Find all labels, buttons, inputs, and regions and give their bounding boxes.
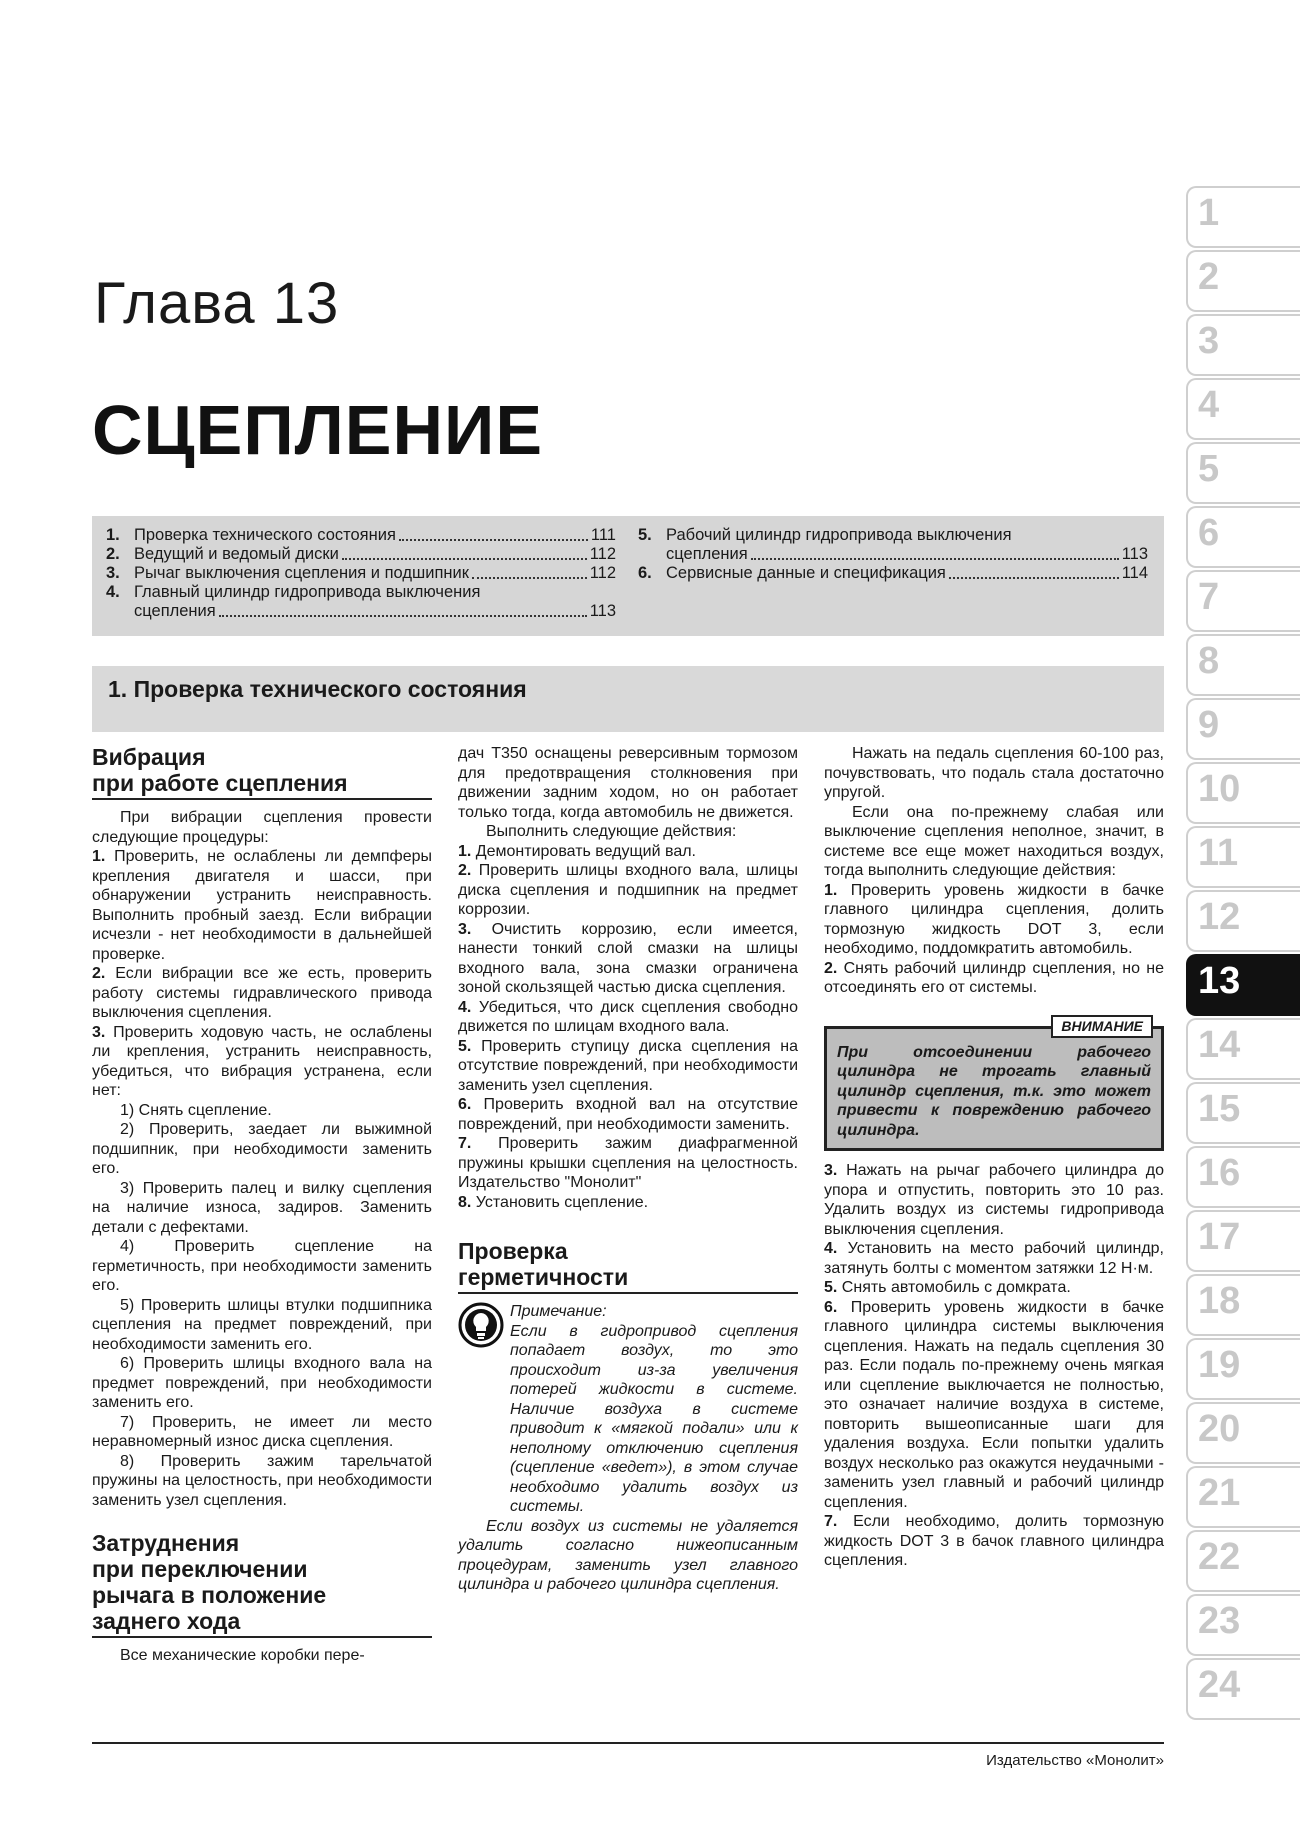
chapter-tab-20[interactable]	[1186, 1402, 1300, 1464]
section-title: 1. Проверка технического состояния	[108, 676, 527, 702]
toc-item	[106, 583, 616, 621]
toc-left-column	[106, 526, 616, 621]
table-of-contents	[92, 516, 1164, 636]
paragraph: Нажать на педаль сцепления 60-100 раз, почувствовать, что подаль стала достаточно упругой.	[824, 745, 1164, 801]
sub-list-item: 4) Проверить сцепление на герметичность, при необходимости заменить его.	[92, 1238, 432, 1294]
sub-list-item: 5) Проверить шлицы втулки подшипника сцепления на предмет повреждений, при необходимости заменить его.	[92, 1296, 432, 1353]
publisher-footer: Издательство «Монолит»	[986, 1752, 1164, 1769]
paragraph: Если она по-прежнему слабая или выключение сцепления неполное, значит, в системе все еще может находиться воздух, тогда выполнить следующие действия:	[824, 803, 1164, 879]
toc-leader-dots	[949, 577, 1119, 579]
chapter-tab-label: 2	[1198, 256, 1220, 298]
chapter-title: СЦЕПЛЕНИЕ	[92, 391, 544, 469]
list-item: Проверить, не ослаблены ли демпферы крепления двигателя и шасси, при обнаружении устранить неисправность. Выполнить пробный заезд. Если вибрации исчезли - нет необходимости в дальнейшей проверке.	[92, 848, 432, 963]
list-item: Проверить входной вал на отсутствие повреждений, при необходимости заменить.	[458, 1096, 799, 1133]
list-number: 8.	[458, 1193, 472, 1211]
list-number: 1.	[458, 842, 472, 860]
list-item: Проверить уровень жидкости в бачке главного цилиндра сцепления, долить тормозную жидкость DOT 3, если необходимо, поддомкратить автомобиль.	[824, 881, 1164, 957]
toc-page-number: 114	[1121, 564, 1148, 582]
toc-right-column	[638, 526, 1148, 583]
chapter-tab-label: 21	[1198, 1472, 1241, 1514]
list-number: 2.	[824, 959, 838, 977]
list-number: 4.	[824, 1240, 838, 1257]
chapter-tab-label: 20	[1198, 1408, 1241, 1450]
subheading-leak-check: Проверка герметичности	[458, 1238, 798, 1294]
chapter-tab-9[interactable]	[1186, 698, 1300, 760]
chapter-tab-19[interactable]	[1186, 1338, 1300, 1400]
note-text	[510, 1302, 798, 1517]
list-number: 6.	[458, 1096, 472, 1113]
chapter-tab-3[interactable]	[1186, 314, 1300, 376]
chapter-tab-label: 4	[1198, 384, 1220, 426]
chapter-tab-label: 5	[1198, 448, 1220, 490]
chapter-tab-12[interactable]	[1186, 890, 1300, 952]
list-item: Если необходимо, долить тормозную жидкость DOT 3 в бачок главного цилиндра сцепления.	[824, 1513, 1164, 1569]
list-number: 1.	[92, 848, 106, 865]
sub-list-item: 6) Проверить шлицы входного вала на предмет повреждений, при необходимости заменить его.	[92, 1355, 432, 1411]
list-item: Проверить зажим диафрагменной пружины крышки сцепления на целостность. Издательство "Монолит"	[458, 1135, 798, 1191]
subheading-vibration: Вибрация при работе сцепления	[92, 744, 432, 800]
toc-item-label: сцепления	[134, 602, 216, 620]
chapter-tab-4[interactable]	[1186, 378, 1300, 440]
list-item: Демонтировать ведущий вал.	[475, 842, 696, 860]
chapter-tab-1[interactable]	[1186, 186, 1300, 248]
toc-item	[638, 564, 1148, 583]
text-column-1	[92, 744, 432, 1666]
chapter-tab-14[interactable]	[1186, 1018, 1300, 1080]
sub-list-item: 8) Проверить зажим тарельчатой пружины на целостность, при необходимости заменить узел сцепления.	[92, 1452, 432, 1509]
section-header	[92, 666, 1164, 732]
toc-leader-dots	[751, 558, 1119, 560]
chapter-tab-11[interactable]	[1186, 826, 1300, 888]
list-number: 7.	[458, 1135, 472, 1152]
toc-item-label: Сервисные данные и спецификация	[666, 564, 946, 582]
toc-item-number: 1.	[106, 526, 120, 544]
toc-page-number: 112	[589, 564, 616, 582]
warning-box	[824, 1017, 1164, 1152]
paragraph: Все механические коробки пере-	[120, 1647, 365, 1664]
toc-leader-dots	[219, 615, 587, 617]
chapter-tab-label: 11	[1198, 832, 1239, 874]
toc-item-label: Ведущий и ведомый диски	[134, 545, 339, 563]
chapter-tab-label: 8	[1198, 640, 1220, 682]
list-number: 3.	[458, 920, 472, 938]
chapter-tab-label: 22	[1198, 1536, 1241, 1578]
chapter-number: Глава 13	[94, 271, 340, 336]
chapter-tab-label: 19	[1198, 1344, 1241, 1386]
chapter-tab-label: 13	[1198, 960, 1241, 1002]
chapter-tab-24[interactable]	[1186, 1658, 1300, 1720]
toc-leader-dots	[342, 558, 587, 560]
list-number: 5.	[458, 1037, 472, 1055]
note-paragraph: Если в гидропривод сцепления попадает воздух, то это происходит из-за увеличения потерей жидкости в системе. Наличие воздуха в системе приводит к «мягкой подали» или к неполному отключению сцепления (сцепление «ведет»), в этом случае необходимо удалить воздух из системы.	[510, 1322, 798, 1515]
text-column-3	[824, 744, 1164, 1571]
list-item: Проверить уровень жидкости в бачке главного цилиндра системы выключения сцепления. Нажать на педаль сцепления 30 раз. Если подаль по-прежнему очень мягкая или сцепление выключается не полностью, это означает наличие воздуха в системе, повторить вышеописанные шаги для удаления воздуха. Если попытки удалить воздух несколько раз окажутся неудачными - заменить узел главный и рабочий цилиндр сцепления.	[824, 1298, 1164, 1511]
toc-page-number: 111	[590, 526, 616, 544]
list-number: 7.	[824, 1513, 838, 1530]
list-item: Проверить шлицы входного вала, шлицы диска сцепления и подшипник на предмет коррозии.	[458, 862, 798, 918]
list-number: 5.	[824, 1279, 838, 1296]
toc-item	[106, 564, 616, 583]
sub-list-item: 3) Проверить палец и вилку сцепления на наличие износа, задиров. Заменить детали с дефектами.	[92, 1179, 432, 1236]
warning-text: При отсоединении рабочего цилиндра не трогать главный цилиндр сцепления, т.к. это может привести к повреждению рабочего цилиндра.	[837, 1043, 1151, 1139]
toc-page-number: 113	[589, 602, 616, 620]
chapter-tab-label: 7	[1198, 576, 1220, 618]
list-number: 2.	[458, 862, 472, 879]
toc-item-label: Проверка технического состояния	[134, 526, 396, 544]
toc-item-label: сцепления	[666, 545, 748, 563]
toc-item	[638, 526, 1148, 564]
toc-page-number: 113	[1121, 545, 1148, 563]
sub-list-item: 1) Снять сцепление.	[120, 1101, 272, 1119]
lightbulb-icon	[458, 1302, 504, 1348]
chapter-tab-label: 6	[1198, 512, 1220, 554]
toc-item-number: 5.	[638, 526, 652, 544]
paragraph: При вибрации сцепления провести следующие процедуры:	[92, 809, 432, 846]
toc-item-number: 4.	[106, 583, 120, 601]
chapter-tab-13[interactable]	[1186, 954, 1300, 1016]
subheading-reverse-gear: Затруднения при переключении рычага в положение заднего хода	[92, 1530, 432, 1638]
toc-item	[106, 545, 616, 564]
toc-item-number: 6.	[638, 564, 652, 582]
chapter-tab-7[interactable]	[1186, 570, 1300, 632]
chapter-tab-label: 24	[1198, 1664, 1241, 1706]
paragraph: дач Т350 оснащены реверсивным тормозом для предотвращения столкновения при движении задним ходом, но он работает только тогда, когда автомобиль не движется.	[458, 745, 798, 821]
list-number: 1.	[824, 881, 838, 899]
list-item: Проверить ходовую часть, не ослаблены ли крепления, устранить неисправность, убедиться, что вибрация устранена, если нет:	[92, 1023, 432, 1099]
warning-label: ВНИМАНИЕ	[1051, 1015, 1153, 1039]
toc-leader-dots	[472, 577, 587, 579]
chapter-tab-label: 3	[1198, 320, 1220, 362]
toc-item-number: 2.	[106, 545, 120, 563]
toc-leader-dots	[399, 539, 588, 541]
list-item: Нажать на рычаг рабочего цилиндра до упора и отпустить, повторить это 10 раз. Удалить воздух из системы гидропривода выключения сцепления.	[824, 1162, 1164, 1238]
list-item: Очистить коррозию, если имеется, нанести тонкий слой смазки на шлицы входного вала, зона смазки ограничена зоной скользящей частью диска сцепления.	[458, 920, 798, 996]
chapter-tab-label: 12	[1198, 896, 1241, 938]
toc-item	[106, 526, 616, 545]
note-paragraph: Если воздух из системы не удаляется удалить согласно нижеописанным процедурам, заменить узел главного цилиндра и рабочего цилиндра сцепления.	[458, 1517, 798, 1593]
toc-page-number: 112	[589, 545, 616, 563]
sub-list-item: 2) Проверить, заедает ли выжимной подшипник, при необходимости заменить его.	[92, 1121, 432, 1177]
chapter-tab-label: 18	[1198, 1280, 1241, 1322]
list-item: Убедиться, что диск сцепления свободно движется по шлицам входного вала.	[458, 998, 798, 1035]
chapter-tab-23[interactable]	[1186, 1594, 1300, 1656]
list-item: Если вибрации все же есть, проверить работу системы гидравлического привода выключения сцепления.	[92, 965, 432, 1021]
toc-item-label: Рычаг выключения сцепления и подшипник	[134, 564, 469, 582]
chapter-tab-17[interactable]	[1186, 1210, 1300, 1272]
toc-item-label: Главный цилиндр гидропривода выключения	[134, 583, 481, 601]
chapter-tab-22[interactable]	[1186, 1530, 1300, 1592]
chapter-tab-10[interactable]	[1186, 762, 1300, 824]
footer-divider	[92, 1742, 1164, 1744]
list-item: Снять автомобиль с домкрата.	[841, 1279, 1071, 1296]
list-number: 6.	[824, 1298, 838, 1316]
list-number: 3.	[92, 1023, 106, 1041]
chapter-tab-label: 15	[1198, 1088, 1241, 1130]
chapter-tab-label: 14	[1198, 1024, 1241, 1066]
chapter-tab-15[interactable]	[1186, 1082, 1300, 1144]
list-item: Проверить ступицу диска сцепления на отсутствие повреждений, при необходимости заменить узел сцепления.	[458, 1037, 798, 1094]
chapter-tab-label: 17	[1198, 1216, 1241, 1258]
paragraph: Выполнить следующие действия:	[486, 823, 737, 840]
chapter-tab-label: 10	[1198, 768, 1241, 810]
toc-item-number: 3.	[106, 564, 120, 582]
chapter-tab-6[interactable]	[1186, 506, 1300, 568]
chapter-tab-16[interactable]	[1186, 1146, 1300, 1208]
list-number: 3.	[824, 1162, 838, 1179]
note-block	[458, 1302, 798, 1517]
chapter-tab-label: 16	[1198, 1152, 1241, 1194]
chapter-tab-label: 23	[1198, 1600, 1241, 1642]
list-number: 2.	[92, 965, 106, 982]
list-number: 4.	[458, 998, 472, 1016]
list-item: Снять рабочий цилиндр сцепления, но не отсоединять его от системы.	[824, 959, 1164, 996]
chapter-tab-21[interactable]	[1186, 1466, 1300, 1528]
sub-list-item: 7) Проверить, не имеет ли место неравномерный износ диска сцепления.	[92, 1413, 432, 1450]
text-column-2	[458, 744, 798, 1595]
chapter-tab-label: 9	[1198, 704, 1220, 746]
chapter-tab-8[interactable]	[1186, 634, 1300, 696]
chapter-tab-2[interactable]	[1186, 250, 1300, 312]
list-item: Установить сцепление.	[475, 1193, 649, 1211]
chapter-tab-18[interactable]	[1186, 1274, 1300, 1336]
list-item: Установить на место рабочий цилиндр, затянуть болты с моментом затяжки 12 Н·м.	[824, 1240, 1164, 1277]
chapter-tab-label: 1	[1198, 192, 1220, 234]
toc-item-label: Рабочий цилиндр гидропривода выключения	[666, 526, 1012, 544]
note-label: Примечание:	[510, 1303, 607, 1320]
chapter-tab-5[interactable]	[1186, 442, 1300, 504]
